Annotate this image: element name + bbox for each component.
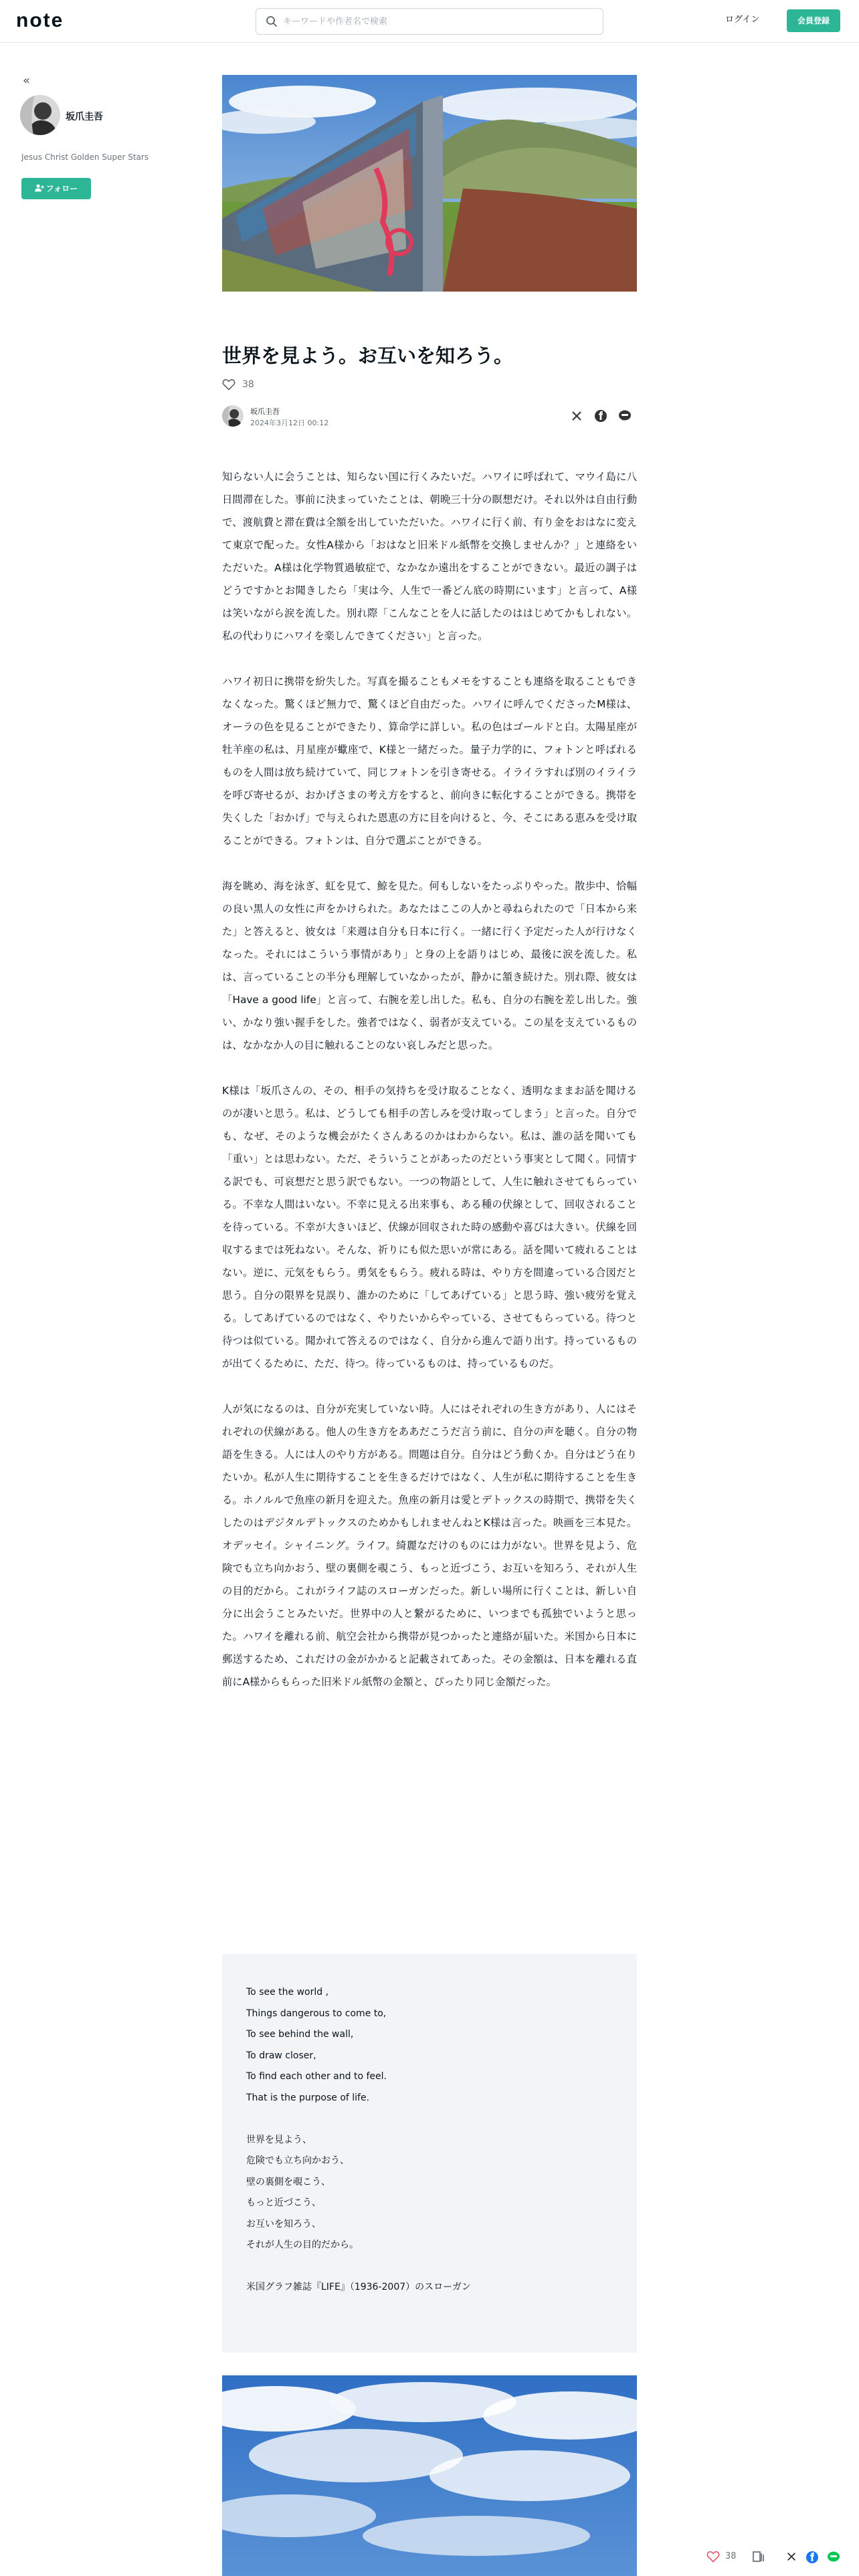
like-counter[interactable] — [222, 379, 254, 395]
quote-line: To see the world , — [246, 1987, 329, 1998]
author-avatar[interactable] — [20, 95, 60, 135]
sky-photo — [222, 2375, 637, 2576]
quote-line — [246, 2256, 613, 2278]
magazine-icon[interactable] — [752, 2551, 765, 2563]
quote-line: それが人生の目的だから。 — [246, 2240, 359, 2250]
line-icon[interactable] — [618, 409, 632, 423]
article-body — [222, 465, 637, 1716]
user-plus-icon — [35, 184, 44, 192]
quote-line: 米国グラフ雑誌『LIFE』（1936-2007）のスローガン — [246, 2282, 471, 2292]
paragraph: ハワイ初日に携帯を紛失した。写真を撮ることもメモをすることも連絡を取ることもできなくなった。驚くほど無力で、驚くほど自由だった。ハワイに呼んでくださったM様は、オーラの色を見ることができたり、算命学に詳しい。私の色はゴールドと白。太陽星座が牡羊座の私は、月星座が蠍座で、K様と一緒だった。量子力学的に、フォトンと呼ばれるものを人間は放ち続けていて、同じフォトンを引き寄せる。イライラすれば別のイライラを呼び寄せるが、おかげさまの考え方をすると、前向きに転化することができる。携帯を失くした「おかげ」で与えられた恩恵の方に目を向けると、今、そこにある恵みを受け取ることができる。フォトンは、自分で選ぶことができる。 — [222, 675, 637, 847]
paragraph: 海を眺め、海を泳ぎ、虹を見て、鯨を見た。何もしないをたっぷりやった。散歩中、恰幅の良い黒人の女性に声をかけられた。あなたはここの人かと尋ねられたので「日本から来た」と答えると、彼女は「来週は自分も日本に行く。一緒に行く予定だった人が行けなくなった。それにはこういう事情があり」と身の上を語りはじめ、最後に涙を流した。私は、言っていることの半分も理解していなかったが、静かに頷き続けた。別れ際、彼女は「Have a good life」と言って、右腕を差し出した。私も、自分の右腕を差し出した。強い、かなり強い握手をした。強者ではなく、弱者が支えている。この星を支えているものは、なかなか人の目に触れることのない哀しみだと思った。 — [222, 880, 637, 1051]
quote-line: 世界を見よう、 — [246, 2134, 312, 2145]
byline — [222, 405, 637, 432]
quote-line — [246, 2109, 613, 2130]
line-icon[interactable] — [827, 2551, 840, 2564]
quote-line: Things dangerous to come to, — [246, 2008, 387, 2019]
x-icon[interactable] — [570, 409, 583, 423]
site-header — [0, 0, 859, 43]
paragraph: 知らない人に会うことは、知らない国に行くみたいだ。ハワイに呼ばれて、マウイ島に八日間滞在した。事前に決まっていたことは、朝晩三十分の瞑想だけ。それ以外は自由行動で、渡航費と滞在費は全額を出していただいた。ハワイに行く前、有り金をおはなに変えて東京で配った。女性A様から「おはなと旧米ドル紙幣を交換しませんか？」と連絡をいただいた。A様は化学物質過敏症で、なかなか遠出をすることができない。最近の調子はどうですかとお聞きしたら「実は今、人生で一番どん底の時期にいます」と言って、A様は笑いながら涙を流した。別れ際「こんなことを人に話したのははじめてかもしれない。私の代わりにハワイを楽しんできてください」と言った。 — [222, 471, 637, 642]
quote-line: That is the purpose of life. — [246, 2092, 370, 2103]
quote-line: お互いを知ろう、 — [246, 2218, 321, 2230]
floating-like-count: 38 — [725, 2551, 737, 2561]
hero-image — [222, 75, 637, 292]
quote-line: To draw closer, — [246, 2050, 316, 2061]
like-count: 38 — [242, 379, 254, 390]
heart-icon[interactable] — [706, 2551, 720, 2563]
quote-line: もっと近づこう、 — [246, 2197, 321, 2208]
follow-button[interactable] — [21, 178, 91, 199]
signup-button[interactable]: 会員登録 — [787, 9, 840, 32]
quote-line: To find each other and to feel. — [246, 2071, 387, 2082]
author-bio: Jesus Christ Golden Super Stars — [21, 152, 149, 162]
follow-label: フォロー — [45, 184, 78, 193]
floating-action-bar — [702, 2548, 856, 2568]
publish-date: 2024年3月12日 00:12 — [250, 419, 329, 427]
paragraph: 人が気になるのは、自分が充実していない時。人にはそれぞれの生き方があり、人にはそれぞれの伏線がある。他人の生き方をああだこうだ言う前に、自分の声を聴く。自分の物語を生きる。人には人のやり方がある。問題は自分。自分はどう動くか。自分はどう在りたいか。私が人生に期待することを生きるだけではなく、人生が私に期待することを生きる。ホノルルで魚座の新月を迎えた。魚座の新月は愛とデトックスの時期で、携帯を失くしたのはデジタルデトックスのためかもしれませんねとK様は言った。映画を三本見た。オデッセイ。シャイニング。ライフ。綺麗なだけのものには力がない。世界を見よう、危険でも立ち向かおう、壁の裏側を覗こう、もっと近づこう、お互いを知ろう、それが人生の目的だから。これがライフ誌のスローガンだった。新しい場所に行くことは、新しい自分に出会うことみたいだ。世界中の人と繋がるために、いつまでも孤独でいようと思った。ハワイを離れる前、航空会社から携帯が見つかったと連絡が届いた。米国から日本に郵送するため、これだけの金がかかると記載されてあった。その金額は、日本を離れる直前にA様からもらった旧米ドル紙幣の金額と、ぴったり同じ金額だった。 — [222, 1403, 637, 1688]
quote-line: 壁の裏側を覗こう、 — [246, 2176, 330, 2187]
quote-block — [222, 1954, 637, 2353]
quote-line: To see behind the wall, — [246, 2029, 354, 2040]
login-button[interactable]: ログイン — [725, 15, 760, 25]
search-input[interactable] — [283, 9, 597, 34]
byline-author[interactable]: 坂爪圭吾 — [250, 407, 280, 416]
facebook-icon[interactable] — [805, 2551, 819, 2564]
byline-avatar[interactable] — [222, 405, 244, 427]
note-logo[interactable]: note — [16, 9, 64, 31]
quote-line: 危険でも立ち向かおう、 — [246, 2155, 349, 2166]
x-icon[interactable] — [785, 2551, 797, 2563]
collapse-sidebar-icon[interactable]: « — [23, 74, 31, 88]
search-icon — [266, 15, 278, 27]
paragraph: K様は「坂爪さんの、その、相手の気持ちを受け取ることなく、透明なままお話を聞けるのが凄いと思う。私は、どうしても相手の苦しみを受け取ってしまう」と言った。自分でも、なぜ、そのような機会がたくさんあるのかはわからない。私は、誰の話を聞いても「重い」とは思わない。ただ、そういうことがあったのだという事実として聞く。同情する訳でも、可哀想だと思う訳でもない。一つの物語として、人生に触れさせてもらっている。不幸な人間はいない。不幸に見える出来事も、ある種の伏線として、回収されることを待っている。不幸が大きいほど、伏線が回収された時の感動や喜びは大きい。伏線を回収するまでは死ねない。そんな、祈りにも似た思いが常にある。話を聞いて疲れることはない。逆に、元気をもらう。勇気をもらう。疲れる時は、やり方を間違っている合図だと思う。自分の限界を見誤り、誰かのために「してあげている」と思う時、強い疲労を覚える。してあげているのではなく、やりたいからやっている、させてもらっている。待つと待つは似ている。聞かれて答えるのではなく、自分から進んで語り出す。持っているものが出てくるために、ただ、待つ。待っているものは、持っているものだ。 — [222, 1085, 637, 1370]
author-name[interactable]: 坂爪圭吾 — [66, 112, 103, 122]
article-title: 世界を見よう。お互いを知ろう。 — [222, 344, 514, 367]
search-box[interactable] — [256, 8, 603, 35]
facebook-icon[interactable] — [594, 409, 607, 423]
heart-icon[interactable] — [222, 379, 235, 391]
